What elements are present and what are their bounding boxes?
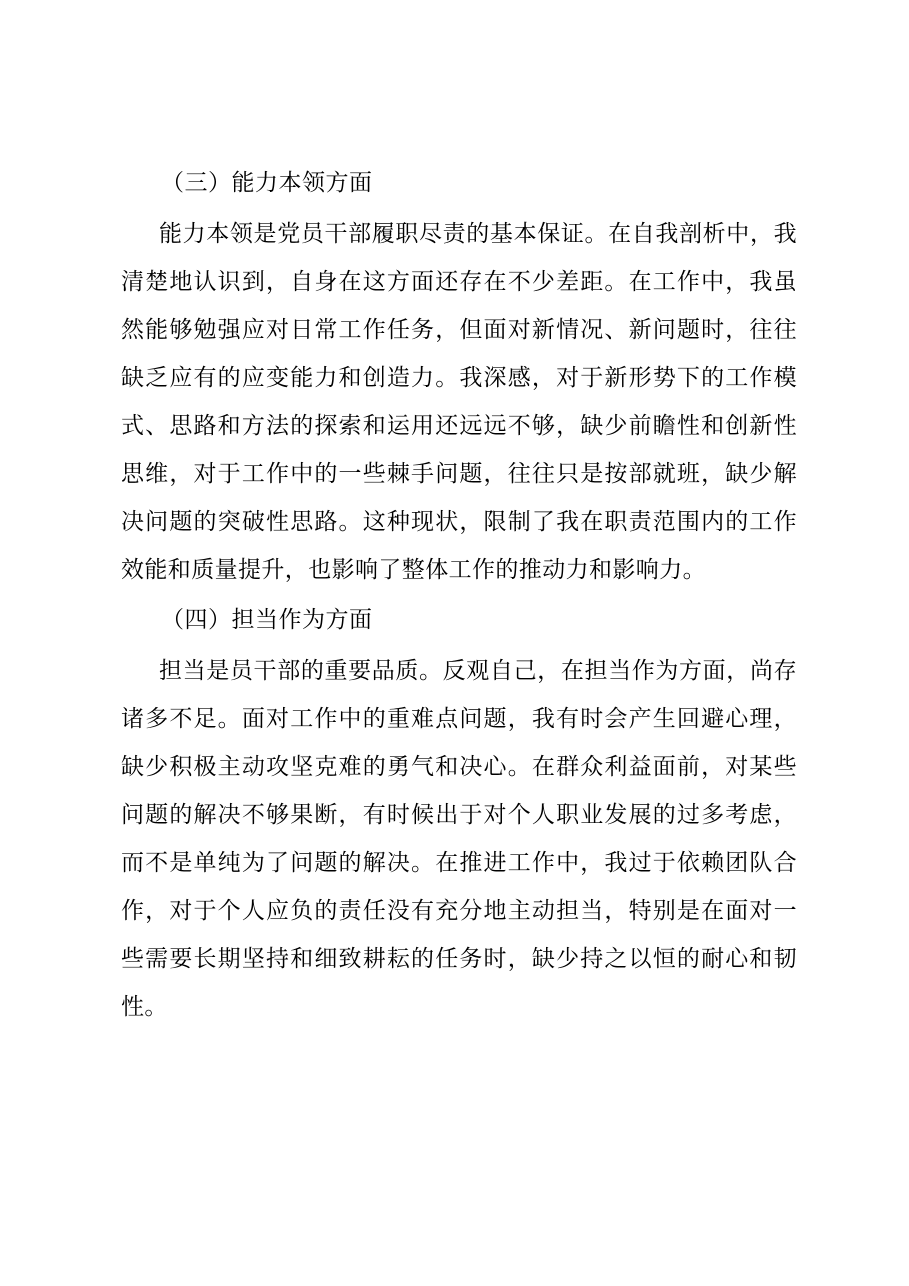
section-paragraph-ability: 能力本领是党员干部履职尽责的基本保证。在自我剖析中，我清楚地认识到，自身在这方面还存在不少差距。在工作中，我虽然能够勉强应对日常工作任务，但面对新情况、新问题时，往往缺乏应有的应变能力和创造力。我深感，对于新形势下的工作模式、思路和方法的探索和运用还远远不够，缺少前瞻性和创新性思维，对于工作中的一些棘手问题，往往只是按部就班，缺少解决问题的突破性思路。这种现状，限制了我在职责范围内的工作效能和质量提升，也影响了整体工作的推动力和影响力。 (121, 221, 797, 583)
section-heading-responsibility: （四）担当作为方面 (161, 607, 373, 633)
section-paragraph-responsibility: 担当是员干部的重要品质。反观自己，在担当作为方面，尚存诸多不足。面对工作中的重难点问题，我有时会产生回避心理，缺少积极主动攻坚克难的勇气和决心。在群众利益面前，对某些问题的解决不够果断，有时候出于对个人职业发展的过多考虑，而不是单纯为了问题的解决。在推进工作中，我过于依赖团队合作，对于个人应负的责任没有充分地主动担当，特别是在面对一些需要长期坚持和细致耕耘的任务时，缺少持之以恒的耐心和韧性。 (121, 658, 797, 1020)
section-heading-ability: （三）能力本领方面 (161, 170, 373, 196)
document-body (121, 160, 797, 1034)
